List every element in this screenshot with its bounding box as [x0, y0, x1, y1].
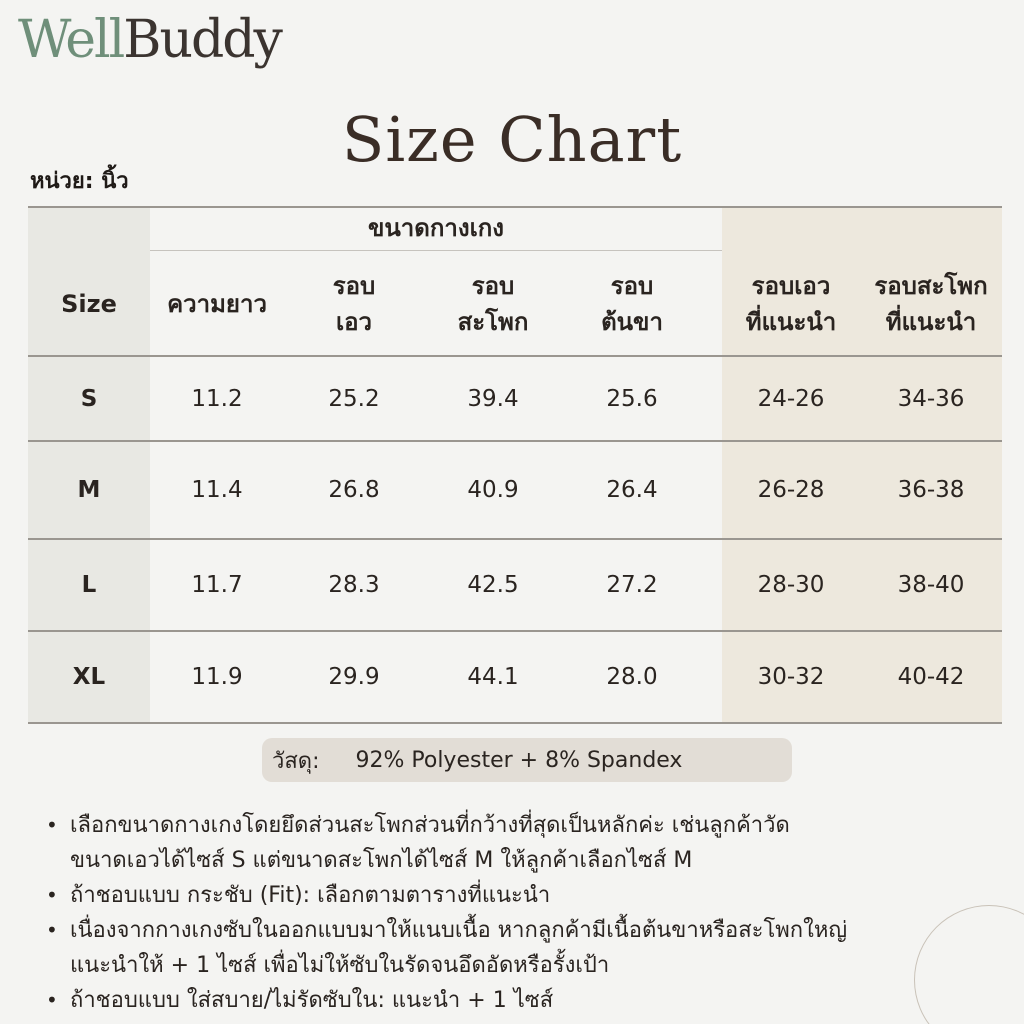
header-rec-hip-line2: ที่แนะนำ: [885, 307, 977, 336]
header-rec-waist-line1: รอบเอว: [751, 271, 831, 300]
cell-length: 11.2: [191, 385, 243, 412]
brand-logo-part2: Buddy: [123, 10, 281, 70]
cell-hip: 39.4: [467, 385, 519, 412]
notes-list: [46, 808, 1006, 1018]
header-length: ความยาว: [167, 289, 267, 318]
cell-waist: 26.8: [328, 477, 380, 503]
unit-label: หน่วย: นิ้ว: [30, 169, 129, 194]
cell-hip: 40.9: [467, 477, 519, 503]
row-size: S: [80, 385, 98, 412]
row-size: XL: [72, 664, 106, 690]
cell-waist: 25.2: [328, 385, 380, 412]
cell-waist: 29.9: [328, 664, 380, 690]
header-rec-waist-line2: ที่แนะนำ: [745, 307, 837, 336]
cell-length: 11.4: [191, 477, 243, 503]
row-size: L: [81, 572, 97, 598]
note-line: ถ้าชอบแบบ ใส่สบาย/ไม่รัดซับใน: แนะนำ + 1 ไซส์: [70, 988, 554, 1013]
cell-recommended-waist: 28-30: [757, 572, 825, 598]
list-item: [46, 878, 1006, 913]
cell-waist: 28.3: [328, 572, 380, 598]
material-badge: [262, 738, 792, 782]
header-size: Size: [61, 289, 117, 318]
note-line: ถ้าชอบแบบ กระชับ (Fit): เลือกตามตารางที่แนะนำ: [70, 883, 551, 908]
header-recommended-waist: [722, 252, 860, 355]
cell-recommended-waist: 26-28: [757, 477, 825, 503]
cell-length: 11.7: [191, 572, 243, 598]
header-waist-line1: รอบ: [332, 271, 376, 300]
cell-recommended-waist: 30-32: [757, 664, 825, 690]
note-line: แนะนำให้ + 1 ไซส์ เพื่อไม่ให้ซับในรัดจนอึดอัดหรือรั้งเป้า: [70, 953, 610, 978]
header-thigh: [562, 252, 702, 355]
cell-thigh: 26.4: [606, 477, 658, 503]
list-item: [46, 808, 1006, 878]
cell-hip: 44.1: [467, 664, 519, 690]
cell-thigh: 28.0: [606, 664, 658, 690]
header-waist-line2: เอว: [335, 307, 373, 336]
header-recommended-hip: [860, 252, 1002, 355]
bullet-icon: •: [46, 813, 58, 837]
brand-logo: [18, 10, 281, 70]
group-header-divider: [150, 250, 722, 251]
brand-logo-part1: Well: [18, 10, 124, 70]
bullet-icon: •: [46, 918, 58, 942]
group-header: ขนาดกางเกง: [367, 214, 505, 242]
cell-recommended-hip: 38-40: [897, 572, 965, 598]
page-title: Size Chart: [341, 103, 683, 176]
table-bottom-border: [28, 722, 1002, 724]
cell-recommended-hip: 34-36: [897, 385, 965, 412]
note-line: ขนาดเอวได้ไซส์ S แต่ขนาดสะโพกได้ไซส์ M ให้ลูกค้าเลือกไซส์ M: [70, 848, 693, 873]
note-line: เนื่องจากกางเกงซับในออกแบบมาให้แนบเนื้อ หากลูกค้ามีเนื้อต้นขาหรือสะโพกใหญ่: [70, 918, 848, 943]
note-line: เลือกขนาดกางเกงโดยยึดส่วนสะโพกส่วนที่กว้างที่สุดเป็นหลักค่ะ เช่นลูกค้าวัด: [70, 813, 790, 838]
header-waist: [284, 252, 424, 355]
header-thigh-line2: ต้นขา: [601, 307, 663, 336]
bullet-icon: •: [46, 988, 58, 1012]
cell-recommended-hip: 36-38: [897, 477, 965, 503]
header-rec-hip-line1: รอบสะโพก: [874, 271, 988, 300]
cell-recommended-waist: 24-26: [757, 385, 825, 412]
bullet-icon: •: [46, 883, 58, 907]
header-hip-line1: รอบ: [471, 271, 515, 300]
material-value: 92% Polyester + 8% Spandex: [355, 747, 683, 773]
size-table: [28, 206, 1002, 724]
header-thigh-line1: รอบ: [610, 271, 654, 300]
list-item: [46, 983, 1006, 1018]
header-hip: [424, 252, 562, 355]
list-item: [46, 913, 1006, 983]
cell-hip: 42.5: [467, 572, 519, 598]
material-label: วัสดุ:: [272, 748, 320, 774]
row-size: M: [77, 477, 101, 503]
header-hip-line2: สะโพก: [457, 307, 529, 336]
cell-thigh: 27.2: [606, 572, 658, 598]
cell-recommended-hip: 40-42: [897, 664, 965, 690]
cell-thigh: 25.6: [606, 385, 658, 412]
cell-length: 11.9: [191, 664, 243, 690]
